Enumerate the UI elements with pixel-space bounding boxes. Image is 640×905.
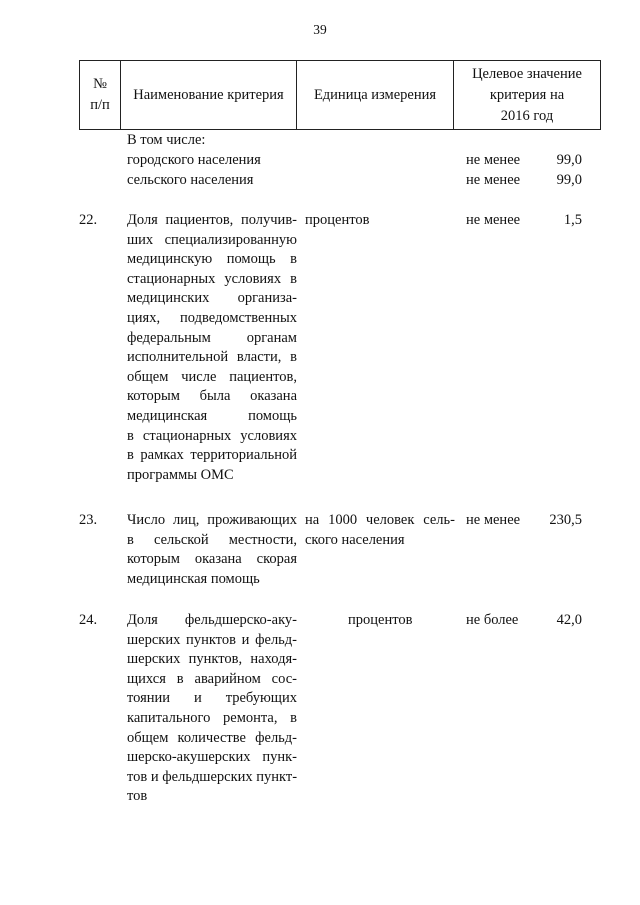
page-number: 39 [313, 22, 327, 37]
continued-row-value: 99,0 [556, 172, 582, 188]
criterion-line: шерско-акушерских пунк- [127, 749, 297, 766]
header-criterion-name: Наименование критерия [121, 61, 297, 129]
condition-text: не менее [466, 512, 521, 528]
criterion-line: Число лиц, проживающих [127, 512, 297, 528]
criterion-line: в сельской местности, [127, 531, 297, 548]
criterion-line: стационарных условиях в [127, 270, 297, 287]
header-number-line: № [93, 76, 107, 92]
criterion-line: шерских пунктов и фельд- [127, 631, 297, 648]
criterion-line: циях, подведомственных [127, 309, 297, 326]
criterion-line: ших специализированную [127, 231, 297, 248]
criterion-line: Доля фельдшерско-аку- [127, 612, 297, 628]
header-unit: Единица измерения [297, 61, 454, 129]
header-target-line: 2016 год [500, 107, 554, 124]
condition-text: не менее [466, 212, 521, 228]
criterion-line: которым была оказана [127, 388, 297, 405]
unit-text [305, 511, 455, 550]
condition-text: не более [466, 612, 519, 628]
table-header [79, 60, 601, 130]
criterion-line: медицинскую помощь в [127, 251, 297, 268]
unit-text: процентов [348, 612, 413, 628]
criterion-line: общем числе пациентов, [127, 368, 297, 385]
criterion-line: исполнительной власти, в [127, 349, 297, 366]
header-number-line: п/п [90, 97, 110, 113]
header-number [80, 61, 121, 129]
criterion-line: щихся в аварийном сос- [127, 670, 297, 687]
criterion-text [127, 211, 297, 485]
criterion-line: которым оказана скорая [127, 551, 297, 568]
criterion-line: тов [127, 788, 148, 805]
continued-row-name: сельского населения [127, 172, 254, 188]
criterion-line: в стационарных условиях [127, 427, 297, 444]
unit-line: ского населения [305, 531, 405, 548]
criterion-line: тоянии и требующих [127, 690, 297, 707]
row-number: 23. [79, 512, 98, 528]
criterion-line: шерских пунктов, находя- [127, 651, 297, 668]
target-value: 42,0 [556, 612, 582, 628]
criterion-text [127, 511, 297, 589]
criterion-line: Доля пациентов, получив- [127, 212, 297, 228]
criterion-line: медицинская помощь [127, 407, 297, 424]
continued-row-condition: не менее [466, 172, 521, 188]
including-label: В том числе: [127, 132, 206, 148]
continued-row-value: 99,0 [556, 152, 582, 168]
unit-text: процентов [305, 212, 370, 228]
continued-row-name: городского населения [127, 152, 261, 168]
continued-row-condition: не менее [466, 152, 521, 168]
header-target-line: Целевое значение [472, 65, 582, 82]
target-value: 1,5 [563, 212, 582, 228]
header-target [454, 61, 600, 129]
header-target-line: критерия на [489, 86, 565, 103]
criterion-line: медицинских организа- [127, 290, 297, 307]
row-number: 24. [79, 612, 98, 628]
criterion-line: в рамках территориальной [127, 447, 297, 464]
criterion-line: тов и фельдшерских пункт- [127, 768, 298, 785]
unit-line: на 1000 человек сель- [305, 512, 455, 528]
criterion-line: федеральным органам [127, 329, 297, 346]
row-number: 22. [79, 212, 98, 228]
criterion-line: общем количестве фельд- [127, 729, 297, 746]
criterion-line: медицинская помощь [127, 570, 260, 587]
target-value: 230,5 [549, 512, 582, 528]
criterion-line: капитального ремонта, в [127, 709, 297, 726]
criterion-text [127, 611, 297, 807]
criterion-line: программы ОМС [127, 466, 234, 483]
